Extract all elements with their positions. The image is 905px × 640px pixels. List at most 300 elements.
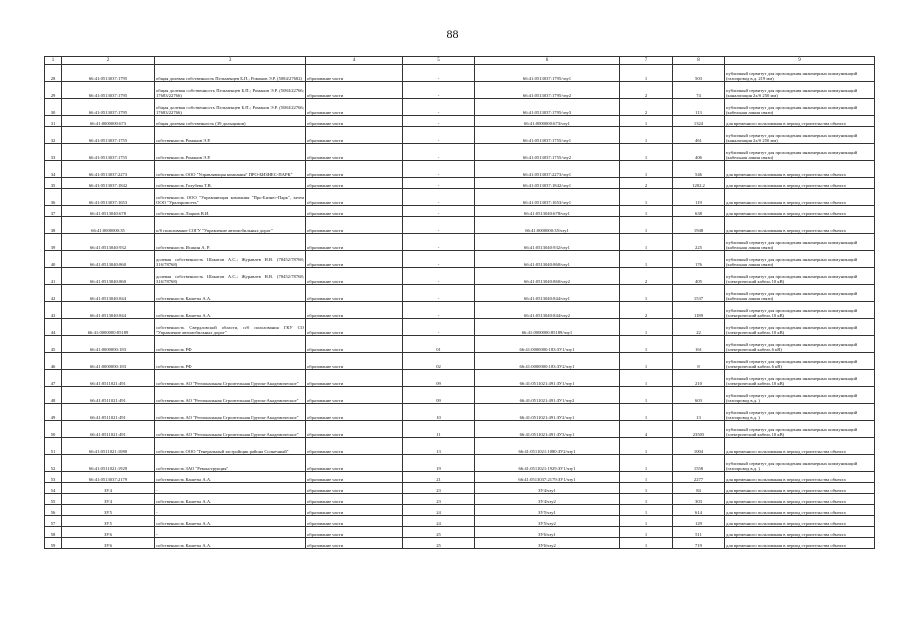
part-number-cell: 66:41:0511021:491:ЗУ3/чзу1: [475, 421, 620, 438]
row-number-cell: 30: [45, 99, 62, 116]
cadastral-number-cell: ЗУ6: [62, 538, 155, 549]
row-number-cell: 51: [45, 438, 62, 455]
contour-count-cell: 1: [620, 494, 673, 505]
area-cell: 303: [673, 494, 725, 505]
cadastral-number-cell: 66:41:0513040:678: [62, 206, 155, 217]
action-cell: образование части: [306, 336, 403, 353]
table-row: [45, 421, 875, 438]
owner-cell: общая долевая собственность Пельменцев Б.П.; Романов Э.Р. (5084/22766; 17683/22766): [155, 82, 306, 99]
table-row: [45, 161, 875, 178]
part-number-cell: 66:41:0513037:1795/чзу3: [475, 99, 620, 116]
part-number-cell: 66:41:0513037:1653/чзу1: [475, 189, 620, 206]
cadastral-number-cell: 66:41:0513037:1795: [62, 82, 155, 99]
part-number-cell: 66:41:0513040:678/чзу1: [475, 206, 620, 217]
action-cell: образование части: [306, 472, 403, 483]
row-number-cell: 58: [45, 527, 62, 538]
page-number: 88: [446, 27, 459, 41]
area-cell: 2277: [673, 472, 725, 483]
part-number-cell: 66:41:0513037:2179:ЗУ1/чзу1: [475, 472, 620, 483]
owner-cell: собственность РФ: [155, 336, 306, 353]
row-number-cell: 47: [45, 370, 62, 387]
table-row: [45, 285, 875, 302]
area-cell: 638: [673, 206, 725, 217]
purpose-cell: для временного пользования в период строительства объекта: [725, 472, 875, 483]
cadastral-number-cell: ЗУ4: [62, 494, 155, 505]
owner-cell: общая долевая собственность Пельменцев Б.П.; Романов Э.Р. (5084/27682): [155, 65, 306, 82]
cadastral-number-cell: 66:41:0000000:183: [62, 336, 155, 353]
purpose-cell: для временного пользования в период строительства объекта: [725, 494, 875, 505]
owner-cell: собственность Кашеты А.А.: [155, 538, 306, 549]
row-number-cell: 34: [45, 161, 62, 178]
table-row: [45, 483, 875, 494]
action-cell: образование части: [306, 178, 403, 189]
purpose-cell: публичный сервитут для прохождения инженерных коммуникаций (кабельная линия связи): [725, 251, 875, 268]
zu-number-cell: -: [403, 82, 475, 99]
row-number-cell: 35: [45, 178, 62, 189]
row-number-cell: 36: [45, 189, 62, 206]
contour-count-cell: 1: [620, 404, 673, 421]
contour-count-cell: 1: [620, 505, 673, 516]
cadastral-number-cell: 66:41:0513037:1755: [62, 144, 155, 161]
owner-cell: собственность ООО "Генеральный застройщик района Солнечный": [155, 438, 306, 455]
action-cell: образование части: [306, 404, 403, 421]
zu-number-cell: -: [403, 65, 475, 82]
zu-number-cell: 09: [403, 370, 475, 387]
cadastral-number-cell: 66:41:0511021:491: [62, 404, 155, 421]
owner-cell: собственность Кашеты А.А.: [155, 472, 306, 483]
table-row: [45, 472, 875, 483]
action-cell: образование части: [306, 438, 403, 455]
owner-cell: п/б пользование СОГУ "Управление автомобильных дорог": [155, 217, 306, 234]
contour-count-cell: 1: [620, 234, 673, 251]
table-row: [45, 516, 875, 527]
column-header: 5: [403, 57, 475, 65]
part-number-cell: 66:41:0513037:1795/чзу2: [475, 82, 620, 99]
zu-number-cell: -: [403, 189, 475, 206]
purpose-cell: публичный сервитут для прохождения инженерных коммуникаций (электрический кабель 6 кВ): [725, 336, 875, 353]
owner-cell: собственность АО "Региональная Строительная Группа-Академическое": [155, 404, 306, 421]
row-number-cell: 57: [45, 516, 62, 527]
row-number-cell: 40: [45, 251, 62, 268]
owner-cell: долевая собственность Шакатов А.С.; Журавлев Н.В. (78452/78768; 316/78768): [155, 251, 306, 268]
contour-count-cell: 1: [620, 127, 673, 144]
action-cell: образование части: [306, 527, 403, 538]
contour-count-cell: 1: [620, 189, 673, 206]
cadastral-number-cell: 66:41:0513037:1653: [62, 189, 155, 206]
action-cell: образование части: [306, 251, 403, 268]
column-header: 3: [155, 57, 306, 65]
table-row: [45, 217, 875, 234]
row-number-cell: 49: [45, 404, 62, 421]
contour-count-cell: 1: [620, 206, 673, 217]
part-number-cell: ЗУ4/чзу1: [475, 483, 620, 494]
table-row: [45, 538, 875, 549]
area-cell: 1202.2: [673, 178, 725, 189]
contour-count-cell: 1: [620, 438, 673, 455]
row-number-cell: 28: [45, 65, 62, 82]
owner-cell: долевая собственность Шакатов А.С.; Журавлев Н.В. (78452/78768; 316/78768): [155, 268, 306, 285]
zu-number-cell: 23: [403, 494, 475, 505]
zu-number-cell: -: [403, 144, 475, 161]
zu-number-cell: 25: [403, 527, 475, 538]
area-cell: 23505: [673, 421, 725, 438]
contour-count-cell: 1: [620, 319, 673, 336]
table-row: [45, 268, 875, 285]
part-number-cell: 66:41:0000000:183:ЗУ2/чзу1: [475, 353, 620, 370]
table-row: [45, 494, 875, 505]
contour-count-cell: 1: [620, 455, 673, 472]
action-cell: образование части: [306, 161, 403, 178]
part-number-cell: 66:41:0513040:844/чзу2: [475, 302, 620, 319]
row-number-cell: 59: [45, 538, 62, 549]
zu-number-cell: 23: [403, 483, 475, 494]
row-number-cell: 39: [45, 234, 62, 251]
table-row: [45, 505, 875, 516]
table-row: [45, 82, 875, 99]
table-row: [45, 404, 875, 421]
action-cell: образование части: [306, 234, 403, 251]
owner-cell: собственность Голубева Т.В.: [155, 178, 306, 189]
part-number-cell: 66:41:0511021:1080:ЗУ2/чзу1: [475, 438, 620, 455]
action-cell: образование части: [306, 319, 403, 336]
purpose-cell: публичный сервитут для прохождения инженерных коммуникаций (газопровод в.д. ): [725, 455, 875, 472]
contour-count-cell: 1: [620, 217, 673, 234]
row-number-cell: 56: [45, 505, 62, 516]
row-number-cell: 54: [45, 483, 62, 494]
area-cell: 113: [673, 99, 725, 116]
column-header: 4: [306, 57, 403, 65]
purpose-cell: публичный сервитут для прохождения инженерных коммуникаций (кабельная линия связи): [725, 99, 875, 116]
cadastral-number-cell: 66:41:0513040:844: [62, 285, 155, 302]
part-number-cell: 66:41:0000000:183:ЗУ1/чзу1: [475, 336, 620, 353]
area-cell: 119: [673, 189, 725, 206]
owner-cell: собственность ООО "Управляющая компания "Про-Бизнес-Парк", затем ООО "Уралпромсеть": [155, 189, 306, 206]
owner-cell: общая долевая собственность Пельменцев Б.П.; Романов Э.Р. (5084/22766; 17683/22766): [155, 99, 306, 116]
action-cell: образование части: [306, 302, 403, 319]
row-number-cell: 42: [45, 285, 62, 302]
part-number-cell: 66:41:0000000:85189/чзу1: [475, 319, 620, 336]
area-cell: 161: [673, 336, 725, 353]
cadastral-number-cell: 66:41:0511021:491: [62, 421, 155, 438]
area-cell: 22: [673, 319, 725, 336]
purpose-cell: для временного пользования в период строительства объекта: [725, 483, 875, 494]
purpose-cell: публичный сервитут для прохождения инженерных коммуникаций (электрический кабель 10 кВ): [725, 421, 875, 438]
zu-number-cell: 24: [403, 516, 475, 527]
area-cell: 225: [673, 234, 725, 251]
purpose-cell: для временного пользования в период строительства объекта: [725, 538, 875, 549]
zu-number-cell: -: [403, 178, 475, 189]
cadastral-number-cell: 66:41:0513040:844: [62, 302, 155, 319]
purpose-cell: публичный сервитут для прохождения инженерных коммуникаций (электрический кабель 10 кВ): [725, 319, 875, 336]
purpose-cell: для временного пользования в период строительства объекта: [725, 206, 875, 217]
row-number-cell: 50: [45, 421, 62, 438]
contour-count-cell: 1: [620, 144, 673, 161]
cadastral-number-cell: 66:41:0000000:183: [62, 353, 155, 370]
contour-count-cell: 1: [620, 285, 673, 302]
part-number-cell: ЗУ4/чзу2: [475, 494, 620, 505]
action-cell: образование части: [306, 217, 403, 234]
area-cell: 1189: [673, 302, 725, 319]
zu-number-cell: -: [403, 99, 475, 116]
part-number-cell: 66:41:0000000:35/чзу1: [475, 217, 620, 234]
action-cell: образование части: [306, 455, 403, 472]
contour-count-cell: 1: [620, 483, 673, 494]
part-number-cell: ЗУ6/чзу2: [475, 538, 620, 549]
contour-count-cell: 1: [620, 65, 673, 82]
table-row: [45, 116, 875, 127]
row-number-cell: 32: [45, 127, 62, 144]
part-number-cell: 66:41:0511021:491:ЗУ2/чзу1: [475, 404, 620, 421]
contour-count-cell: 1: [620, 353, 673, 370]
owner-cell: собственность Кашеты А.А.: [155, 516, 306, 527]
zu-number-cell: -: [403, 206, 475, 217]
row-number-cell: 45: [45, 336, 62, 353]
part-number-cell: 66:41:0513040:932/чзу1: [475, 234, 620, 251]
column-header: 1: [45, 57, 62, 65]
area-cell: 719: [673, 538, 725, 549]
purpose-cell: для временного пользования в период строительства объекта: [725, 217, 875, 234]
part-number-cell: 66:41:0513037:1795/чзу1: [475, 65, 620, 82]
zu-number-cell: -: [403, 268, 475, 285]
zu-number-cell: 24: [403, 505, 475, 516]
table-row: [45, 336, 875, 353]
owner-cell: собственность ЗАО "Реконструкция": [155, 455, 306, 472]
owner-cell: собственность Кашеты А.А.: [155, 302, 306, 319]
part-number-cell: 66:41:0511021:1929:ЗУ1/чзу1: [475, 455, 620, 472]
area-cell: 1948: [673, 217, 725, 234]
action-cell: образование части: [306, 206, 403, 217]
zu-number-cell: -: [403, 319, 475, 336]
part-number-cell: ЗУ5/чзу2: [475, 516, 620, 527]
owner-cell: -: [155, 505, 306, 516]
cadastral-number-cell: 66:41:0000000:85189: [62, 319, 155, 336]
contour-count-cell: 1: [620, 538, 673, 549]
purpose-cell: публичный сервитут для прохождения инженерных коммуникаций (электрический кабель 10 кВ): [725, 370, 875, 387]
table-row: [45, 144, 875, 161]
purpose-cell: публичный сервитут для прохождения инженерных коммуникаций (кабельная линия связи): [725, 285, 875, 302]
row-number-cell: 55: [45, 494, 62, 505]
cadastral-number-cell: 66:41:0000000:673: [62, 116, 155, 127]
area-cell: 129: [673, 516, 725, 527]
area-cell: 603: [673, 387, 725, 404]
owner-cell: собственность Свердловской области, п/б пользования ГКУ СО "Управление автомобильных дорог": [155, 319, 306, 336]
cadastral-number-cell: ЗУ5: [62, 516, 155, 527]
area-cell: 405: [673, 268, 725, 285]
purpose-cell: публичный сервитут для прохождения инженерных коммуникаций (электрический кабель 10 кВ): [725, 268, 875, 285]
zu-number-cell: -: [403, 302, 475, 319]
cadastral-number-cell: 66:41:0513037:1842: [62, 178, 155, 189]
contour-count-cell: 4: [620, 421, 673, 438]
column-header: 2: [62, 57, 155, 65]
table-row: [45, 370, 875, 387]
zu-number-cell: 25: [403, 538, 475, 549]
owner-cell: собственность АО "Региональная Строительная Группа-Академическое": [155, 387, 306, 404]
row-number-cell: 46: [45, 353, 62, 370]
contour-count-cell: 1: [620, 336, 673, 353]
owner-cell: собственность Лацков В.И.: [155, 206, 306, 217]
table-row: [45, 178, 875, 189]
purpose-cell: публичный сервитут для прохождения инженерных коммуникаций (кабельная линия связи): [725, 144, 875, 161]
purpose-cell: публичный сервитут для прохождения инженерных коммуникаций (электрический кабель 10 кВ): [725, 302, 875, 319]
purpose-cell: для временного пользования в период строительства объекта: [725, 116, 875, 127]
area-cell: 8: [673, 353, 725, 370]
purpose-cell: для временного пользования в период строительства объекта: [725, 505, 875, 516]
column-header: 6: [475, 57, 620, 65]
action-cell: образование части: [306, 353, 403, 370]
contour-count-cell: 1: [620, 370, 673, 387]
zu-number-cell: -: [403, 217, 475, 234]
contour-count-cell: 2: [620, 178, 673, 189]
table-row: [45, 387, 875, 404]
cadastral-number-cell: 66:41:0513040:860: [62, 268, 155, 285]
cadastral-number-cell: ЗУ6: [62, 527, 155, 538]
action-cell: образование части: [306, 538, 403, 549]
purpose-cell: публичный сервитут для прохождения инженерных коммуникаций (газопровод в.д. ): [725, 387, 875, 404]
cadastral-number-cell: 66:41:0511021:1929: [62, 455, 155, 472]
contour-count-cell: 2: [620, 302, 673, 319]
action-cell: образование части: [306, 82, 403, 99]
part-number-cell: 66:41:0513040:844/чзу1: [475, 285, 620, 302]
action-cell: образование части: [306, 505, 403, 516]
row-number-cell: 31: [45, 116, 62, 127]
area-cell: 1558: [673, 455, 725, 472]
cadastral-number-cell: 66:41:0513037:1795: [62, 99, 155, 116]
zu-number-cell: -: [403, 127, 475, 144]
zu-number-cell: -: [403, 285, 475, 302]
part-number-cell: 66:41:0513037:1755/чзу1: [475, 127, 620, 144]
part-number-cell: 66:41:0000000:673/чзу1: [475, 116, 620, 127]
action-cell: образование части: [306, 116, 403, 127]
owner-cell: собственность АО "Региональная Строительная Группа-Академическое": [155, 370, 306, 387]
purpose-cell: для временного пользования в период строительства объекта: [725, 161, 875, 178]
purpose-cell: для временного пользования в период строительства объекта: [725, 189, 875, 206]
cadastral-number-cell: ЗУ4: [62, 483, 155, 494]
owner-cell: собственность Романов Э.Р.: [155, 144, 306, 161]
area-cell: 461: [673, 127, 725, 144]
area-cell: 546: [673, 161, 725, 178]
contour-count-cell: 2: [620, 99, 673, 116]
column-header: 9: [725, 57, 875, 65]
area-cell: 84: [673, 483, 725, 494]
zu-number-cell: 19: [403, 455, 475, 472]
table-row: [45, 302, 875, 319]
purpose-cell: для временного пользования в период строительства объекта: [725, 438, 875, 455]
owner-cell: собственность АО "Региональная Строительная Группа-Академическое": [155, 421, 306, 438]
zu-number-cell: 09: [403, 387, 475, 404]
area-cell: 511: [673, 527, 725, 538]
action-cell: образование части: [306, 127, 403, 144]
contour-count-cell: 1: [620, 527, 673, 538]
zu-number-cell: 10: [403, 404, 475, 421]
owner-cell: собственность Кашеты А.А.: [155, 494, 306, 505]
purpose-cell: публичный сервитут для прохождения инженерных коммуникаций (газопровод в.д. ): [725, 404, 875, 421]
cadastral-number-cell: 66:41:0511021:1080: [62, 438, 155, 455]
cadastral-number-cell: 66:41:0511021:491: [62, 387, 155, 404]
column-header: 7: [620, 57, 673, 65]
owner-cell: собственность РФ: [155, 353, 306, 370]
purpose-cell: для временного пользования в период строительства объекта: [725, 516, 875, 527]
cadastral-number-cell: 66:41:0513037:2179: [62, 472, 155, 483]
area-cell: 614: [673, 505, 725, 516]
row-number-cell: 41: [45, 268, 62, 285]
owner-cell: собственность ООО "Управляющая компания" ПРО-БИЗНЕС-ПАРК": [155, 161, 306, 178]
zu-number-cell: 21: [403, 472, 475, 483]
zu-number-cell: -: [403, 161, 475, 178]
contour-count-cell: 1: [620, 516, 673, 527]
contour-count-cell: 1: [620, 472, 673, 483]
zu-number-cell: 02: [403, 353, 475, 370]
action-cell: образование части: [306, 189, 403, 206]
purpose-cell: публичный сервитут для прохождения инженерных коммуникаций (электрический кабель 6 кВ): [725, 353, 875, 370]
purpose-cell: публичный сервитут для прохождения инженерных коммуникаций (канализация 2х/б 250 мм): [725, 82, 875, 99]
area-cell: 1324: [673, 116, 725, 127]
owner-cell: -: [155, 527, 306, 538]
table-row: [45, 234, 875, 251]
column-header: 8: [673, 57, 725, 65]
action-cell: образование части: [306, 483, 403, 494]
action-cell: образование части: [306, 65, 403, 82]
table-row: [45, 527, 875, 538]
row-number-cell: 33: [45, 144, 62, 161]
table-row: [45, 353, 875, 370]
part-number-cell: 66:41:0513037:1755/чзу2: [475, 144, 620, 161]
land-parcels-table: [44, 56, 875, 549]
area-cell: 1004: [673, 438, 725, 455]
part-number-cell: 66:41:0513040:860/чзу1: [475, 251, 620, 268]
zu-number-cell: 01: [403, 336, 475, 353]
part-number-cell: 66:41:0513037:2273/чзу1: [475, 161, 620, 178]
cadastral-number-cell: 66:41:0513040:860: [62, 251, 155, 268]
owner-cell: общая долевая собственность (39 дольщиков): [155, 116, 306, 127]
table-body: [45, 57, 875, 549]
zu-number-cell: -: [403, 251, 475, 268]
purpose-cell: для временного пользования в период строительства объекта: [725, 178, 875, 189]
row-number-cell: 44: [45, 319, 62, 336]
area-cell: 13: [673, 404, 725, 421]
action-cell: образование части: [306, 516, 403, 527]
row-number-cell: 48: [45, 387, 62, 404]
cadastral-number-cell: 66:41:0513037:2273: [62, 161, 155, 178]
table-row: [45, 65, 875, 82]
row-number-cell: 29: [45, 82, 62, 99]
row-number-cell: 37: [45, 206, 62, 217]
action-cell: образование части: [306, 494, 403, 505]
owner-cell: собственность Романов Э.Р.: [155, 127, 306, 144]
table-row: [45, 455, 875, 472]
purpose-cell: для временного пользования в период строительства объекта: [725, 527, 875, 538]
part-number-cell: ЗУ6/чзу1: [475, 527, 620, 538]
table-row: [45, 99, 875, 116]
contour-count-cell: 1: [620, 251, 673, 268]
cadastral-number-cell: ЗУ5: [62, 505, 155, 516]
row-number-cell: 43: [45, 302, 62, 319]
zu-number-cell: -: [403, 234, 475, 251]
action-cell: образование части: [306, 387, 403, 404]
area-cell: 503: [673, 65, 725, 82]
part-number-cell: 66:41:0513040:860/чзу2: [475, 268, 620, 285]
area-cell: 406: [673, 144, 725, 161]
cadastral-number-cell: 66:41:0513037:1795: [62, 65, 155, 82]
table-row: [45, 319, 875, 336]
table-row: [45, 251, 875, 268]
table-row: [45, 189, 875, 206]
action-cell: образование части: [306, 268, 403, 285]
row-number-cell: 52: [45, 455, 62, 472]
column-number-row: [45, 57, 875, 65]
part-number-cell: 66:41:0511021:491:ЗУ1/чзу1: [475, 370, 620, 387]
purpose-cell: публичный сервитут для прохождения инженерных коммуникаций (газопровод в.д. 219 мм): [725, 65, 875, 82]
action-cell: образование части: [306, 144, 403, 161]
